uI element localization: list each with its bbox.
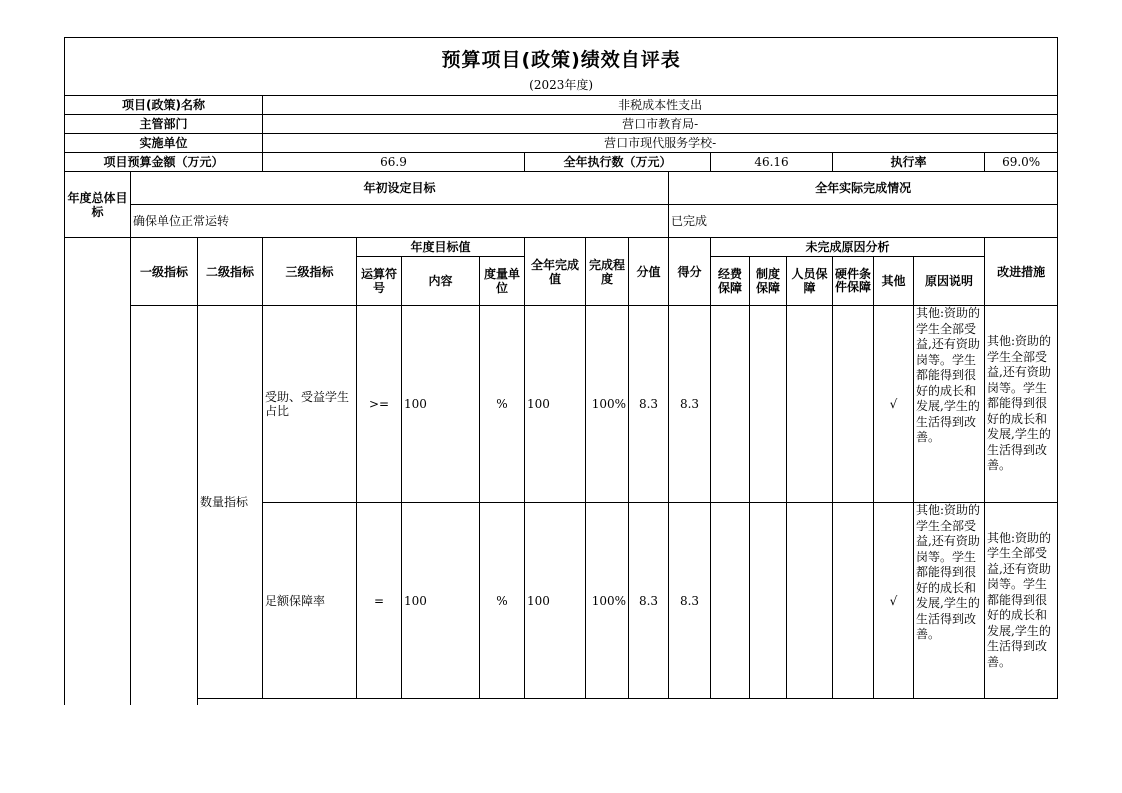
unit-value: % bbox=[480, 306, 525, 503]
score-value-value: 8.3 bbox=[629, 503, 669, 699]
other-check: √ bbox=[874, 306, 914, 503]
actual-goal-value: 已完成 bbox=[669, 205, 1058, 238]
explanation-text: 其他:资助的学生全部受益,还有资助岗等。学生都能得到很好的成长和发展,学生的生活得到改善。 bbox=[914, 503, 985, 699]
department-value: 营口市教育局- bbox=[263, 115, 1058, 134]
target-group-header: 年度目标值 bbox=[357, 238, 525, 257]
completed-header: 全年完成值 bbox=[525, 238, 586, 306]
level2-cell: 数量指标 bbox=[198, 306, 263, 699]
unit-header: 度量单位 bbox=[480, 257, 525, 306]
unit-value: 营口市现代服务学校- bbox=[263, 134, 1058, 153]
score-header: 得分 bbox=[669, 238, 711, 306]
evaluation-table bbox=[64, 37, 1058, 705]
system-cell bbox=[750, 503, 787, 699]
indicator-name: 受助、受益学生占比 bbox=[263, 306, 357, 503]
hardware-header: 硬件条件保障 bbox=[833, 257, 874, 306]
level1-header: 一级指标 bbox=[131, 238, 198, 306]
other-header: 其他 bbox=[874, 257, 914, 306]
executed-label: 全年执行数（万元） bbox=[525, 153, 711, 172]
funding-cell bbox=[711, 306, 750, 503]
funding-header: 经费保障 bbox=[711, 257, 750, 306]
initial-goal-header: 年初设定目标 bbox=[131, 172, 669, 205]
explanation-header: 原因说明 bbox=[914, 257, 985, 306]
table-continuation-row bbox=[65, 699, 1058, 705]
table-row bbox=[65, 306, 1058, 503]
reason-group-header: 未完成原因分析 bbox=[711, 238, 985, 257]
department-label: 主管部门 bbox=[65, 115, 263, 134]
degree-value: 100% bbox=[586, 503, 629, 699]
operator-header: 运算符号 bbox=[357, 257, 402, 306]
system-header: 制度保障 bbox=[750, 257, 787, 306]
improvement-text: 其他:资助的学生全部受益,还有资助岗等。学生都能得到很好的成长和发展,学生的生活得到改善。 bbox=[985, 306, 1058, 503]
score-value: 8.3 bbox=[669, 503, 711, 699]
form-title: 预算项目(政策)绩效自评表 bbox=[65, 38, 1058, 76]
degree-header: 完成程度 bbox=[586, 238, 629, 306]
content-header: 内容 bbox=[402, 257, 480, 306]
project-name-label: 项目(政策)名称 bbox=[65, 96, 263, 115]
actual-goal-header: 全年实际完成情况 bbox=[669, 172, 1058, 205]
score-value: 8.3 bbox=[669, 306, 711, 503]
operator-value: = bbox=[357, 503, 402, 699]
other-check: √ bbox=[874, 503, 914, 699]
score-value-header: 分值 bbox=[629, 238, 669, 306]
hardware-cell bbox=[833, 503, 874, 699]
self-evaluation-sheet bbox=[64, 37, 1057, 705]
budget-label: 项目预算金额（万元） bbox=[65, 153, 263, 172]
overall-goal-label: 年度总体目标 bbox=[65, 172, 131, 238]
improvement-text: 其他:资助的学生全部受益,还有资助岗等。学生都能得到很好的成长和发展,学生的生活得到改善。 bbox=[985, 503, 1058, 699]
project-name-value: 非税成本性支出 bbox=[263, 96, 1058, 115]
unit-value: % bbox=[480, 503, 525, 699]
staff-cell bbox=[787, 306, 833, 503]
operator-value: >= bbox=[357, 306, 402, 503]
rate-label: 执行率 bbox=[833, 153, 985, 172]
content-value: 100 bbox=[402, 503, 480, 699]
funding-cell bbox=[711, 503, 750, 699]
form-year: (2023年度) bbox=[65, 76, 1058, 96]
indicator-name: 足额保障率 bbox=[263, 503, 357, 699]
completed-value: 100 bbox=[525, 306, 586, 503]
budget-value: 66.9 bbox=[263, 153, 525, 172]
degree-value: 100% bbox=[586, 306, 629, 503]
level1-cell bbox=[131, 306, 198, 705]
completed-value: 100 bbox=[525, 503, 586, 699]
hardware-cell bbox=[833, 306, 874, 503]
level2-header: 二级指标 bbox=[198, 238, 263, 306]
system-cell bbox=[750, 306, 787, 503]
rate-value: 69.0% bbox=[985, 153, 1058, 172]
staff-cell bbox=[787, 503, 833, 699]
executed-value: 46.16 bbox=[711, 153, 833, 172]
content-value: 100 bbox=[402, 306, 480, 503]
improvement-header: 改进措施 bbox=[985, 238, 1058, 306]
unit-label: 实施单位 bbox=[65, 134, 263, 153]
level3-header: 三级指标 bbox=[263, 238, 357, 306]
indicator-section-cell bbox=[65, 238, 131, 705]
score-value-value: 8.3 bbox=[629, 306, 669, 503]
staff-header: 人员保障 bbox=[787, 257, 833, 306]
initial-goal-value: 确保单位正常运转 bbox=[131, 205, 669, 238]
explanation-text: 其他:资助的学生全部受益,还有资助岗等。学生都能得到很好的成长和发展,学生的生活得到改善。 bbox=[914, 306, 985, 503]
